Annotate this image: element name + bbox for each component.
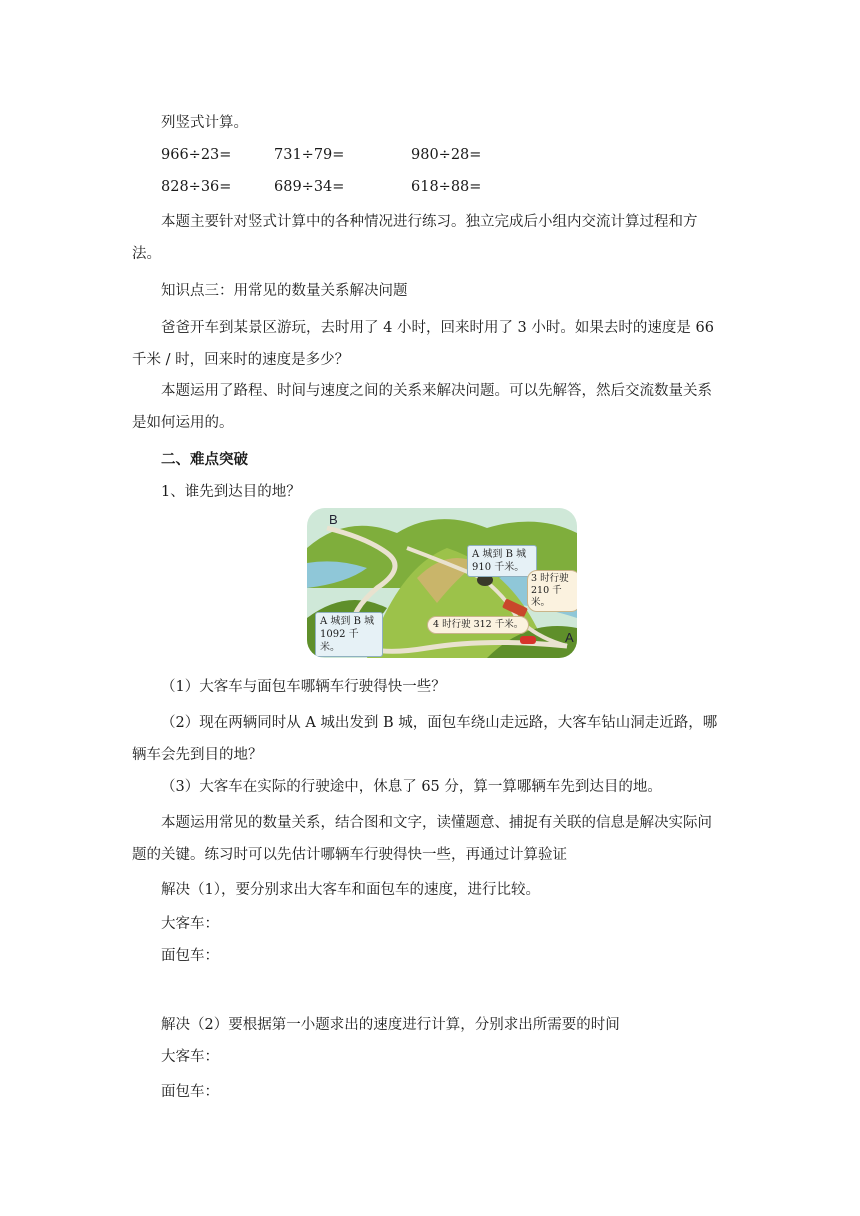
bubble-text: 910 千米。 [472,562,525,573]
bubble-text: 1092 千米。 [320,629,359,653]
bubble-text: A 城到 B 城 [320,616,375,627]
paragraph-line: 是如何运用的。 [132,415,234,431]
equation: 966÷23= [161,147,232,163]
solution-line: 解决（2）要根据第一小题求出的速度进行计算，分别求出所需要的时间 [161,1017,620,1033]
answer-label-bus: 大客车： [161,916,219,932]
question-title: 1、谁先到达目的地？ [161,484,301,500]
paragraph-line: 爸爸开车到某景区游玩，去时用了 4 小时，回来时用了 3 小时。如果去时的速度是 66 [161,320,714,336]
equation: 980÷28= [411,147,482,163]
question-line: （3）大客车在实际的行驶途中，休息了 65 分，算一算哪辆车先到达目的地。 [161,779,662,795]
equation: 731÷79= [274,147,345,163]
paragraph-line: 本题主要针对竖式计算中的各种情况进行练习。独立完成后小组内交流计算过程和方 [161,214,698,230]
equation: 618÷88= [411,179,482,195]
paragraph-line: 题的关键。练习时可以先估计哪辆车行驶得快一些，再通过计算验证 [132,847,567,863]
knowledge-heading: 知识点三：用常见的数量关系解决问题 [161,283,408,299]
distance-bubble-left [315,612,383,657]
equation: 689÷34= [274,179,345,195]
paragraph-line: 本题运用了路程、时间与速度之间的关系来解决问题。可以先解答，然后交流数量关系 [161,383,712,399]
route-map-illustration [307,508,577,658]
question-line: （1）大客车与面包车哪辆车行驶得快一些？ [161,679,446,695]
distance-bubble-top [467,545,537,577]
solution-line: 解决（1），要分别求出大客车和面包车的速度，进行比较。 [161,882,540,898]
city-b-label: B [329,512,338,527]
bubble-text: 210 千米。 [531,585,562,608]
bubble-text: A 城到 B 城 [472,549,527,560]
section-heading: 二、难点突破 [161,452,248,468]
question-line: （2）现在两辆同时从 A 城出发到 B 城，面包车绕山走远路，大客车钻山洞走近路，哪 [161,715,718,731]
city-a-label: A [565,630,574,645]
speed-bubble-bottom: 4 时行驶 312 千米。 [427,616,529,634]
answer-label-van: 面包车： [161,1084,219,1100]
paragraph-line: 本题运用常见的数量关系，结合图和文字，读懂题意、捕捉有关联的信息是解决实际问 [161,815,712,831]
paragraph-line: 法。 [132,246,161,262]
answer-label-van: 面包车： [161,948,219,964]
speed-bubble-right [527,570,577,612]
section-intro: 列竖式计算。 [161,115,248,131]
answer-label-bus: 大客车： [161,1049,219,1065]
equation: 828÷36= [161,179,232,195]
question-line: 辆车会先到目的地？ [132,747,263,763]
bubble-text: 3 时行驶 [531,573,569,584]
paragraph-line: 千米 / 时，回来时的速度是多少？ [132,352,350,368]
